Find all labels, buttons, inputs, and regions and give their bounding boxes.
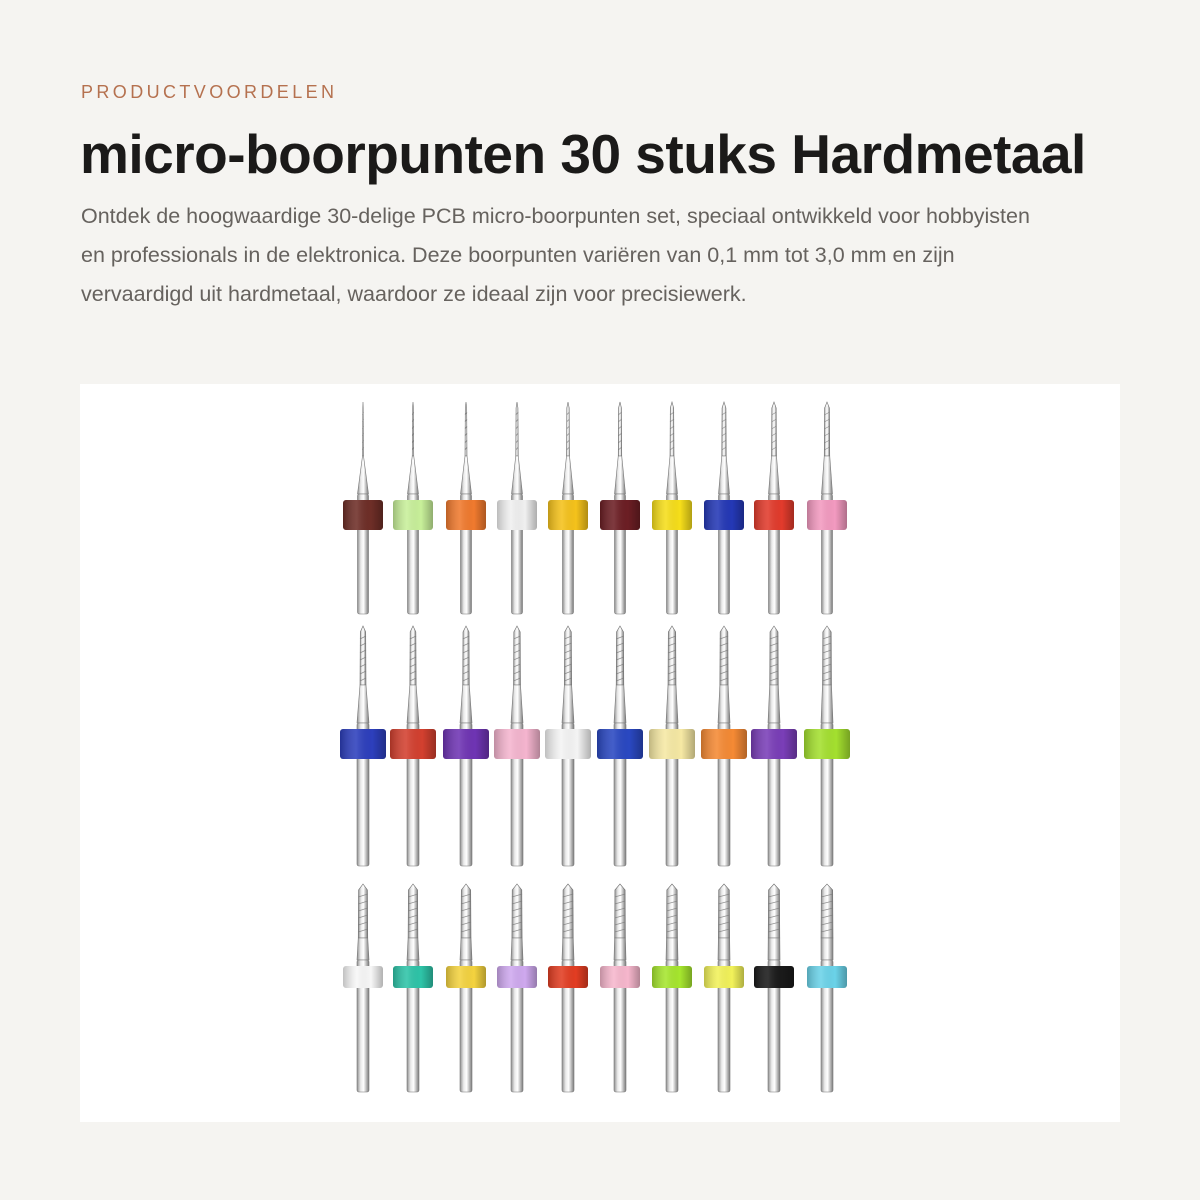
drill-bit	[652, 402, 692, 614]
product-image	[80, 384, 1120, 1122]
drill-bit	[600, 402, 640, 614]
drill-bit	[443, 626, 489, 866]
drill-bit	[497, 402, 537, 614]
drill-bit	[754, 402, 794, 614]
drill-bit	[597, 626, 643, 866]
drill-bit	[393, 884, 433, 1092]
drill-bit	[343, 884, 383, 1092]
drill-bit	[652, 884, 692, 1092]
drill-bit	[704, 884, 744, 1092]
drill-bit	[701, 626, 747, 866]
drill-bit	[704, 402, 744, 614]
drill-bit	[807, 402, 847, 614]
drill-bit	[393, 402, 433, 614]
drill-bit	[494, 626, 540, 866]
section-eyebrow: PRODUCTVOORDELEN	[81, 82, 338, 102]
drill-bit	[804, 626, 850, 866]
drill-bit	[548, 884, 588, 1092]
drill-bit	[807, 884, 847, 1092]
drill-bit	[390, 626, 436, 866]
section-title: micro-boorpunten 30 stuks Hardmetaal	[80, 123, 1086, 185]
drill-bit	[600, 884, 640, 1092]
section-description: Ontdek de hoogwaardige 30-delige PCB micro-boorpunten set, speciaal ontwikkeld voor hobbyisten en professionals in de elektronica. Deze boorpunten variëren van 0,1 mm tot 3,0 mm en zijn vervaardigd uit hardmetaal, waardoor ze ideaal zijn voor precisiewerk.	[81, 204, 1030, 306]
drill-bits-illustration	[80, 384, 1120, 1122]
drill-bit	[343, 402, 383, 614]
drill-bit	[497, 884, 537, 1092]
drill-bit	[751, 626, 797, 866]
drill-bit	[446, 402, 486, 614]
drill-bit	[548, 402, 588, 614]
drill-bit	[545, 626, 591, 866]
drill-bit	[754, 884, 794, 1092]
drill-bit	[649, 626, 695, 866]
drill-bit	[340, 626, 386, 866]
drill-bit	[446, 884, 486, 1092]
